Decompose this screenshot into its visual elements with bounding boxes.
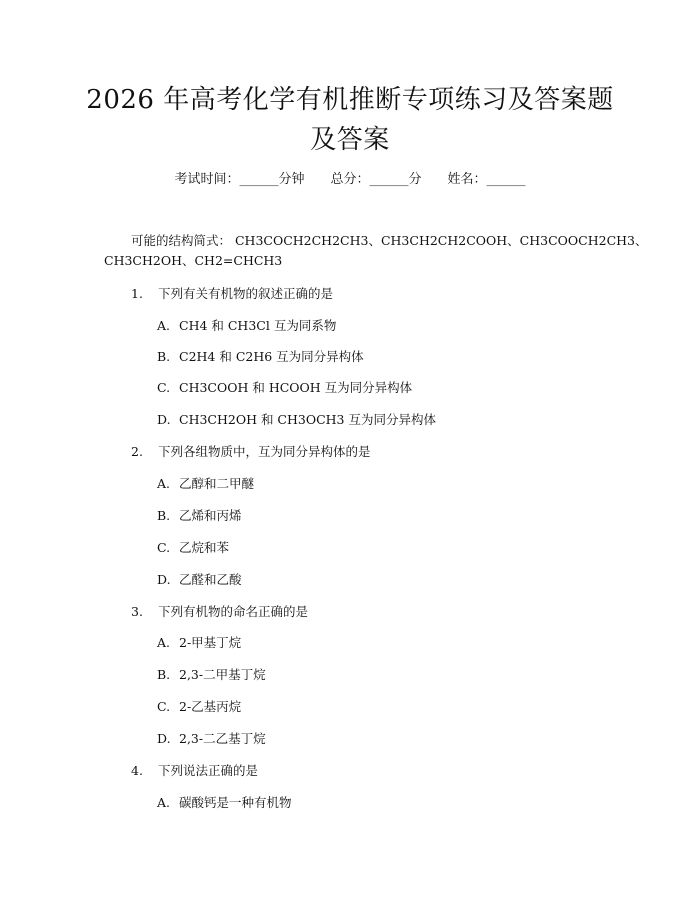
option-1a: [157, 316, 336, 334]
option-label: D.: [157, 572, 171, 587]
option-label: A.: [157, 795, 171, 810]
question-text: 下列有关有机物的叙述正确的是: [158, 286, 334, 301]
option-text: CH3CH2OH 和 CH3OCH3 互为同分异构体: [179, 412, 436, 427]
question-3: [131, 602, 308, 620]
option-text: 2,3-二甲基丁烷: [179, 667, 266, 682]
option-text: 2,3-二乙基丁烷: [179, 731, 266, 746]
option-3b: [157, 665, 266, 683]
option-2a: [157, 474, 254, 492]
option-label: A.: [157, 318, 171, 333]
option-1c: [157, 378, 412, 396]
option-2b: [157, 506, 242, 524]
question-text: 下列说法正确的是: [158, 763, 259, 778]
question-text: 下列各组物质中，互为同分异构体的是: [158, 444, 371, 459]
option-label: B.: [157, 667, 171, 682]
question-number: 2.: [131, 444, 143, 459]
option-text: 2-乙基丙烷: [179, 699, 242, 714]
option-label: C.: [157, 540, 171, 555]
option-label: A.: [157, 476, 171, 491]
option-text: 2-甲基丁烷: [179, 635, 242, 650]
intro-line-1: 可能的结构简式： CH3COCH2CH2CH3、CH3CH2CH2COOH、CH3COOCH2CH3、: [131, 233, 648, 248]
student-name: 姓名：______: [447, 172, 526, 187]
option-label: D.: [157, 412, 171, 427]
option-label: D.: [157, 731, 171, 746]
option-4a: [157, 793, 292, 811]
title-line-2: 及答案: [310, 125, 390, 155]
option-text: CH3COOH 和 HCOOH 互为同分异构体: [179, 380, 413, 395]
option-text: 乙烷和苯: [179, 540, 230, 555]
question-number: 1.: [131, 286, 143, 301]
option-3d: [157, 729, 266, 747]
option-label: C.: [157, 380, 171, 395]
option-text: 乙醇和二甲醚: [179, 476, 255, 491]
question-number: 3.: [131, 604, 143, 619]
total-score: 总分：______分: [330, 172, 422, 187]
option-label: B.: [157, 349, 171, 364]
option-label: A.: [157, 635, 171, 650]
question-1: [131, 284, 333, 302]
option-text: C2H4 和 C2H6 互为同分异构体: [179, 349, 364, 364]
question-2: [131, 442, 371, 460]
option-text: CH4 和 CH3Cl 互为同系物: [179, 318, 337, 333]
option-text: 乙醛和乙酸: [179, 572, 242, 587]
title-line-1: 2026 年高考化学有机推断专项练习及答案题: [86, 85, 614, 115]
option-text: 碳酸钙是一种有机物: [179, 795, 292, 810]
option-label: C.: [157, 699, 171, 714]
option-2c: [157, 538, 229, 556]
option-3c: [157, 697, 241, 715]
option-1d: [157, 410, 436, 428]
question-4: [131, 761, 258, 779]
exam-time: 考试时间：______分钟: [174, 172, 305, 187]
intro-line-2: CH3CH2OH、CH2=CHCH3: [104, 253, 283, 268]
option-label: B.: [157, 508, 171, 523]
exam-meta: [0, 168, 700, 187]
option-1b: [157, 347, 364, 365]
option-3a: [157, 633, 241, 651]
option-text: 乙烯和丙烯: [179, 508, 242, 523]
option-2d: [157, 570, 242, 588]
document-title: [60, 80, 640, 160]
question-text: 下列有机物的命名正确的是: [158, 604, 309, 619]
question-number: 4.: [131, 763, 143, 778]
